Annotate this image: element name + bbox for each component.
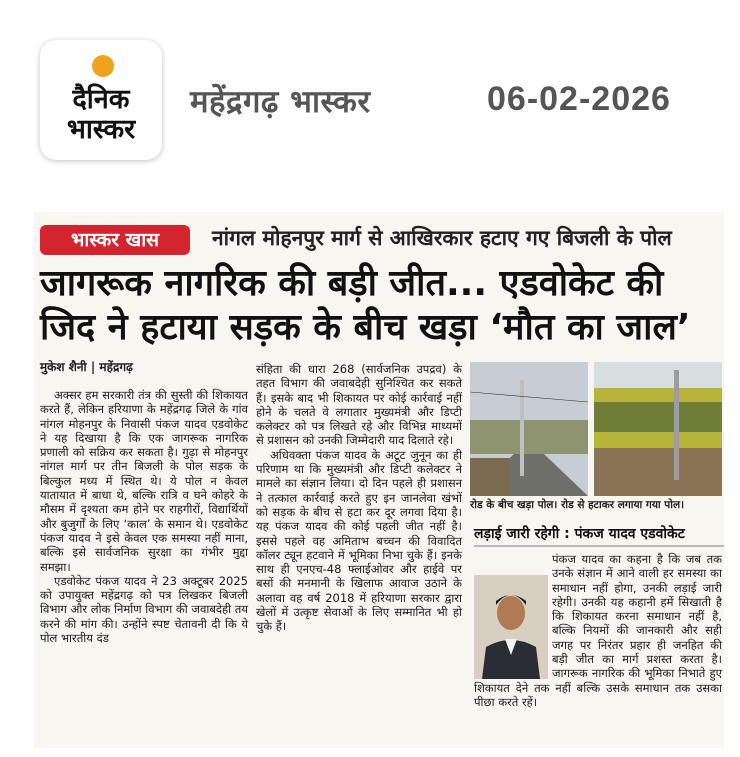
logo-line1: दैनिक [72, 84, 130, 115]
paragraph: संहिता की धारा 268 (सार्वजनिक उपद्रव) के तहत विभाग की जवाबदेही सुनिश्चित कर सकते हैं। इसके बाद भी शिकायत पर कोई कार्रवाई नहीं होने के चलते वे लगातार मुख्यमंत्री और डिप्टी कलेक्टर को पत्र लिखते रहे और विभिन्न माध्यमों से प्रशासन को उनकी जिम्मेदारी याद दिलाते रहे। [256, 362, 462, 448]
sun-icon [90, 53, 116, 79]
photo-caption: रोड के बीच खड़ा पोल। रोड से हटाकर लगाया गया पोल। [470, 499, 685, 511]
subheading: लड़ाई जारी रहेगी : पंकज यादव एडवोकेट [474, 524, 724, 547]
main-headline: जागरूक नागरिक की बड़ी जीत... एडवोकेट की जिद ने हटाया सड़क के बीच खड़ा ‘मौत का जाल’ [40, 263, 691, 348]
photo-pole-on-road [470, 362, 588, 496]
photo-pole-shifted [594, 362, 722, 496]
edition-name: महेंद्रगढ़ भास्कर [190, 84, 371, 120]
dainik-bhaskar-logo [40, 40, 162, 160]
paragraph: एडवोकेट पंकज यादव ने 23 अक्टूबर 2025 को उपायुक्त महेंद्रगढ़ को पत्र लिखकर बिजली विभाग और लोक निर्माण विभाग की जवाबदेही तय करने की मांग की। उन्होंने स्पष्ट चेतावनी दी कि ये पोल भारतीय दंड [40, 573, 248, 646]
article-column-3 [474, 552, 722, 709]
section-tag: भास्कर खास [40, 225, 190, 255]
portrait-spacer [474, 566, 552, 670]
article-column-2 [256, 362, 462, 634]
publication-date: 06-02-2026 [487, 80, 671, 118]
article-column-1 [40, 388, 248, 645]
paragraph: अधिवक्ता पंकज यादव के अटूट जुनून का ही परिणाम था कि मुख्यमंत्री और डिप्टी कलेक्टर ने मामले का संज्ञान लिया। दो दिन पहले ही प्रशासन ने तत्काल कार्रवाई करते हुए इन जानलेवा खंभों को सड़क के बीच से हटा कर दूर लगवा दिया है। यह पंकज यादव की कोई पहली जीत नहीं है। इससे पहले वह अमिताभ बच्चन की विवादित कॉलर ट्यून हटवाने में भूमिका निभा चुके हैं। इनके साथ ही एनएच-48 फ्लाईओवर और हाईवे पर बसों की मनमानी के खिलाफ आवाज उठाने के अलावा वह वर्ष 2018 में हरियाणा सरकार द्वारा खेलों में उत्कृष्ट सेवाओं के लिए सम्मानित भी हो चुके हैं। [256, 447, 462, 634]
paragraph: अक्सर हम सरकारी तंत्र की सुस्ती की शिकायत करते हैं, लेकिन हरियाणा के महेंद्रगढ़ जिले के गांव नांगल मोहनपुर के निवासी पंकज यादव एडवोकेट ने यह दिखाया है कि एक जागरूक नागरिक प्रणाली को सक्रिय कर सकता है। गुढ़ा से मोहनपुर नांगल मार्ग पर तीन बिजली के पोल सड़क के बिल्कुल मध्य में स्थित थे। ये पोल न केवल यातायात में बाधा थे, बल्कि रात्रि व घने कोहरे के मौसम में दृश्यता कम होने पर राहगीरों, विद्यार्थियों और बुजुर्गों के लिए ‘काल’ के समान थे। एडवोकेट पंकज यादव ने इसे केवल एक समस्या नहीं माना, बल्कि इसे सार्वजनिक सुरक्षा का गंभीर मुद्दा समझा। [40, 388, 248, 574]
logo-line2: भास्कर [66, 114, 136, 145]
paragraph: पंकज यादव का कहना है कि जब तक उनके संज्ञान में आने वाली हर समस्या का समाधान नहीं होगा, उनकी लड़ाई जारी रहेगी। उनकी यह कहानी हमें सिखाती है कि शिकायत करना समाधान नहीं है, बल्कि नियमों की जानकारी और सही जगह पर निरंतर प्रहार ही जनहित की बड़ी जीत का मार्ग प्रशस्त करता है। जागरूक नागरिक की भूमिका निभाते हुए शिकायत देने तक नहीं बल्कि उसके समाधान तक उसका पीछा करते रहें। [474, 552, 722, 709]
byline: मुकेश शैनी | महेंद्रगढ़ [40, 360, 133, 374]
kicker-headline: नांगल मोहनपुर मार्ग से आखिरकार हटाए गए बिजली के पोल [212, 226, 672, 250]
